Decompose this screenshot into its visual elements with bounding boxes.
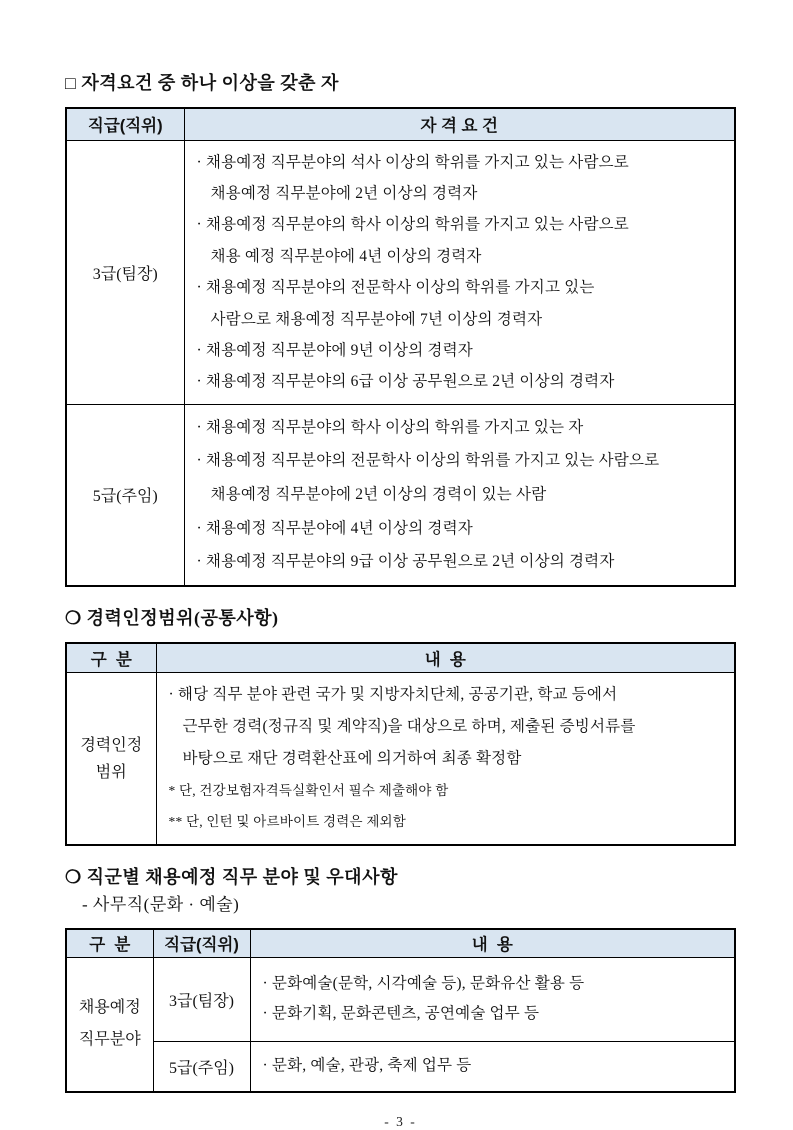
requirement-line: 채용예정 직무분야에 2년 이상의 경력자 bbox=[210, 184, 478, 202]
requirement-line: · 채용예정 직무분야의 9급 이상 공무원으로 2년 이상의 경력자 bbox=[196, 553, 615, 571]
jobfield-line: · 문화예술(문학, 시각예술 등), 문화유산 활용 등 bbox=[262, 975, 585, 993]
requirement-line: · 채용예정 직무분야의 학사 이상의 학위를 가지고 있는 자 bbox=[196, 418, 584, 436]
requirement-line: · 채용예정 직무분야에 4년 이상의 경력자 bbox=[196, 519, 473, 537]
jobfield-content-cell-3 bbox=[250, 957, 735, 1041]
requirement-line: 채용 예정 직무분야에 4년 이상의 경력자 bbox=[210, 247, 482, 265]
table-row bbox=[66, 404, 735, 585]
table-row bbox=[66, 140, 735, 404]
grade-cell-3: 3급(팀장) bbox=[153, 957, 250, 1041]
subsection-title-office: - 사무직(문화 · 예술) bbox=[82, 895, 240, 915]
requirement-line: · 채용예정 직무분야의 학사 이상의 학위를 가지고 있는 사람으로 bbox=[196, 216, 629, 234]
requirements-cell-5 bbox=[184, 404, 735, 585]
table-row bbox=[66, 957, 735, 1041]
career-line: · 해당 직무 분야 관련 국가 및 지방자치단체, 공공기관, 학교 등에서 bbox=[168, 686, 618, 704]
column-header-category: 구 분 bbox=[66, 929, 153, 957]
requirements-cell-3 bbox=[184, 140, 735, 404]
section-title-jobfield: ❍ 직군별 채용예정 직무 분야 및 우대사항 bbox=[65, 867, 398, 888]
career-table bbox=[65, 642, 736, 846]
table-header-row bbox=[66, 643, 735, 673]
jobfield-group-label-line: 직무분야 bbox=[78, 1031, 141, 1049]
column-header-content: 내 용 bbox=[156, 643, 735, 673]
jobfield-line: · 문화기획, 문화콘텐츠, 공연예술 업무 등 bbox=[262, 1005, 540, 1023]
column-header-grade: 직급(직위) bbox=[66, 108, 184, 140]
requirement-line: 사람으로 채용예정 직무분야에 7년 이상의 경력자 bbox=[210, 310, 543, 328]
requirement-line: · 채용예정 직무분야의 전문학사 이상의 학위를 가지고 있는 사람으로 bbox=[196, 452, 660, 470]
page-number: - 3 - bbox=[384, 1114, 417, 1130]
jobfield-content-cell-5 bbox=[250, 1041, 735, 1092]
career-scope-label-line: 경력인정 bbox=[80, 736, 143, 754]
grade-cell-5: 5급(주임) bbox=[153, 1041, 250, 1092]
career-scope-label-line: 범위 bbox=[95, 763, 127, 781]
column-header-requirements: 자 격 요 건 bbox=[184, 108, 735, 140]
requirement-line: · 채용예정 직무분야의 전문학사 이상의 학위를 가지고 있는 bbox=[196, 279, 595, 297]
requirement-line: 채용예정 직무분야에 2년 이상의 경력이 있는 사람 bbox=[210, 485, 547, 503]
requirement-line: · 채용예정 직무분야에 9년 이상의 경력자 bbox=[196, 341, 473, 359]
qualification-table bbox=[65, 107, 736, 587]
jobfield-line: · 문화, 예술, 관광, 축제 업무 등 bbox=[262, 1057, 472, 1075]
career-line: 바탕으로 재단 경력환산표에 의거하여 최종 확정함 bbox=[182, 749, 522, 767]
career-scope-label bbox=[66, 673, 156, 845]
grade-cell-5: 5급(주임) bbox=[66, 404, 184, 585]
section-title-qualification: □ 자격요건 중 하나 이상을 갖춘 자 bbox=[65, 73, 339, 93]
career-note: * 단, 건강보험자격득실확인서 필수 제출해야 함 bbox=[168, 782, 449, 798]
table-row bbox=[66, 673, 735, 845]
column-header-grade: 직급(직위) bbox=[153, 929, 250, 957]
table-header-row bbox=[66, 108, 735, 140]
career-note: ** 단, 인턴 및 아르바이트 경력은 제외함 bbox=[168, 814, 407, 830]
requirement-line: · 채용예정 직무분야의 6급 이상 공무원으로 2년 이상의 경력자 bbox=[196, 373, 615, 391]
table-header-row bbox=[66, 929, 735, 957]
column-header-category: 구 분 bbox=[66, 643, 156, 673]
career-line: 근무한 경력(정규직 및 계약직)을 대상으로 하며, 제출된 증빙서류를 bbox=[182, 718, 636, 736]
jobfield-table bbox=[65, 928, 736, 1093]
jobfield-group-label-line: 채용예정 bbox=[78, 999, 141, 1017]
career-content-cell bbox=[156, 673, 735, 845]
table-row bbox=[66, 1041, 735, 1092]
grade-cell-3: 3급(팀장) bbox=[66, 140, 184, 404]
requirement-line: · 채용예정 직무분야의 석사 이상의 학위를 가지고 있는 사람으로 bbox=[196, 153, 629, 171]
jobfield-group-label bbox=[66, 957, 153, 1092]
column-header-content: 내 용 bbox=[250, 929, 735, 957]
section-title-career: ❍ 경력인정범위(공통사항) bbox=[65, 607, 279, 628]
